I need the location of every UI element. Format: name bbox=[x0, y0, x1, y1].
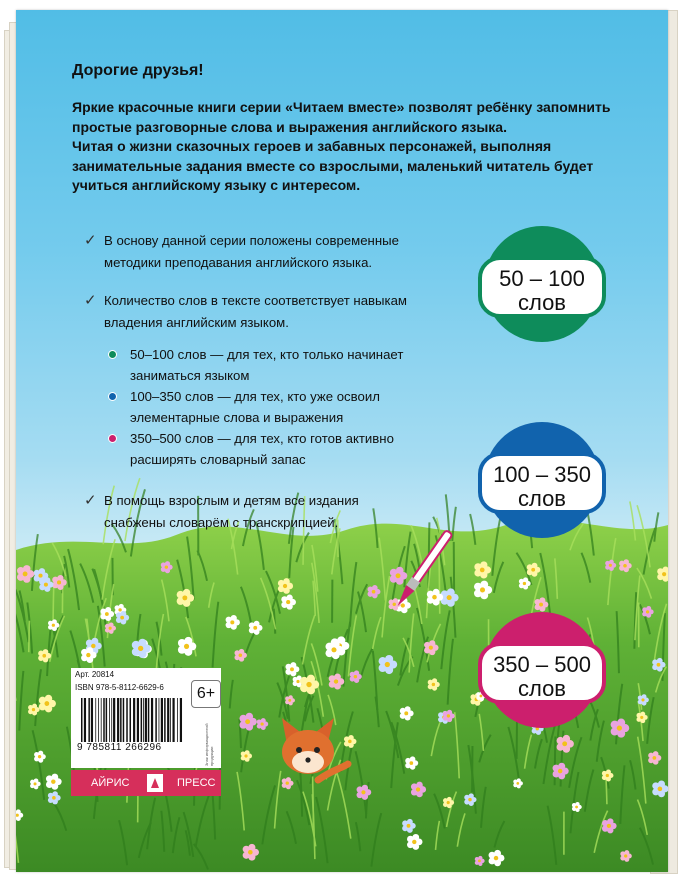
barcode-number: 9 785811 266296 bbox=[77, 742, 162, 753]
checkmark-icon: ✓ bbox=[84, 492, 97, 509]
publisher-emblem-icon bbox=[147, 774, 163, 792]
level-item: 350–500 слов — для тех, кто готов активно расширять словарный запас bbox=[108, 428, 438, 470]
feature-bullet: ✓ В основу данной серии положены современные методики преподавания английского языка. bbox=[84, 232, 399, 270]
article-number: Арт. 20814 bbox=[75, 670, 115, 679]
level-dot-icon bbox=[108, 392, 117, 401]
intro-text bbox=[72, 98, 644, 196]
level-dot-icon bbox=[108, 434, 117, 443]
level-item: 100–350 слов — для тех, кто уже освоил элементарные слова и выражения bbox=[108, 386, 438, 428]
age-rating-badge: 6+ bbox=[191, 680, 221, 708]
fineprint: Знак информационной продукции bbox=[204, 723, 214, 766]
checkmark-icon: ✓ bbox=[84, 232, 97, 249]
barcode-panel bbox=[71, 668, 221, 768]
level-dot-icon bbox=[108, 350, 117, 359]
intro-paragraph: Яркие красочные книги серии «Читаем вместе» позволят ребёнку запомнить простые разговорные слова и выражения английского языка. bbox=[72, 99, 611, 135]
level-item: 50–100 слов — для тех, кто только начинает заниматься языком bbox=[108, 344, 448, 386]
feature-bullet: ✓ В помощь взрослым и детям все издания снабжены словарём с транскрипцией. bbox=[84, 492, 359, 530]
publisher-logo: АЙРИС ПРЕСС bbox=[71, 770, 221, 796]
intro-paragraph: Читая о жизни сказочных героев и забавных персонажей, выполняя занимательные задания вместе со взрослыми, маленький читатель будет учиться английскому языку с интересом. bbox=[72, 138, 594, 193]
back-cover: Дорогие друзья! Яркие красочные книги серии «Читаем вместе» позволят ребёнку запомнить простые разговорные слова и выражения английского языка. Читая о жизни сказочных героев и забавных персонажей, выполняя занимательные задания вместе со взрослыми, маленький читатель будет учиться английскому языку с интересом. ✓ В основу данной серии положены современные методики преподавания английского языка. ✓ Количество слов в тексте соответствует навыкам владения английским языком. 50–100 слов — для тех, кто только начинает заниматься языком 100–350 слов — для тех, кто уже освоил элементарные слова и выражения 350–500 слов — для тех, кто готов активно расширять словарный запас ✓ В помощь взрослым и детям все издания снабжены словарём с транскрипцией. 50 – 100 слов 100 – 350 слов 350 – 500 слов Арт. 20814 ISBN 978-5-8112-6629-6 6+ 9 785811 266296 Знак информационной продукции АЙРИС ПРЕСС bbox=[16, 10, 668, 872]
barcode bbox=[79, 698, 187, 742]
feature-bullet: ✓ Количество слов в тексте соответствует навыкам владения английским языком. bbox=[84, 292, 407, 330]
isbn: ISBN 978-5-8112-6629-6 bbox=[75, 683, 164, 692]
heading: Дорогие друзья! bbox=[72, 62, 204, 79]
checkmark-icon: ✓ bbox=[84, 292, 97, 309]
